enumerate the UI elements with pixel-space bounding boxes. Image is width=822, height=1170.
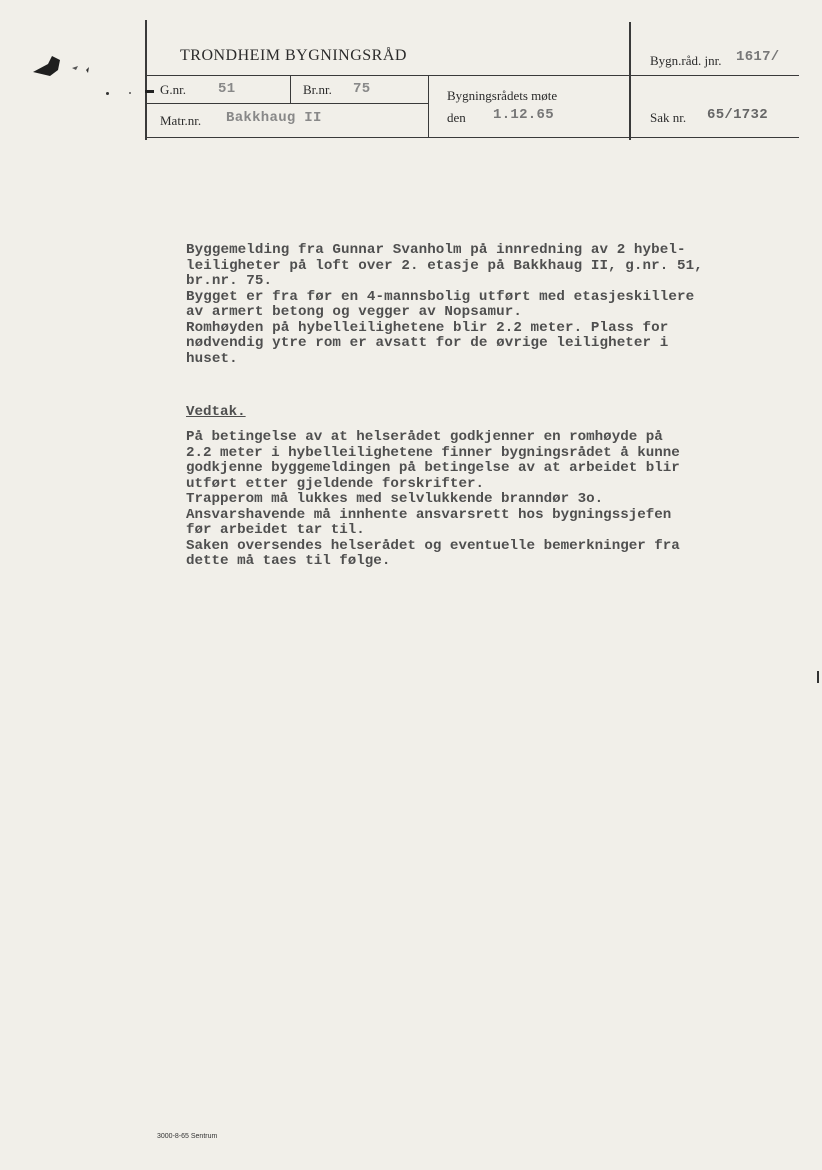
text-line: Byggemelding fra Gunnar Svanholm på innredning av 2 hybel-: [186, 242, 686, 258]
gnr-label: G.nr.: [160, 82, 186, 97]
matrnr-label: Matr.nr.: [160, 113, 202, 128]
matrnr-value: Bakkhaug II: [226, 110, 322, 126]
text-line: Romhøyden på hybelleilighetene blir 2.2 meter. Plass for: [186, 319, 669, 336]
gnr-brnr-divider: [290, 75, 291, 103]
text-line: huset.: [186, 350, 238, 367]
text-line: før arbeidet tar til.: [186, 522, 365, 538]
text-line: 2.2 meter i hybelleilighetene finner bygningsrådet å kunne: [186, 444, 680, 461]
case-description: [186, 243, 786, 367]
gnr-value: 51: [218, 81, 236, 97]
text-line: dette må taes til følge.: [186, 553, 391, 569]
text-line: Bygget er fra før en 4-mannsbolig utført med etasjeskillere: [186, 288, 695, 305]
left-vertical-rule: [145, 20, 147, 140]
meeting-left-divider: [428, 75, 429, 137]
text-line: På betingelse av at helserådet godkjenner en romhøyde på: [186, 429, 663, 445]
text-line: nødvendig ytre rom er avsatt for de øvrige leiligheter i: [186, 335, 669, 351]
meeting-label: Bygningsrådets møte: [447, 88, 558, 103]
ink-blot-mark: [28, 46, 98, 86]
brnr-label: Br.nr.: [303, 82, 332, 97]
date-value: 1.12.65: [493, 107, 554, 123]
scan-dot-1: [106, 92, 109, 95]
text-line: godkjenne byggemeldingen på betingelse av at arbeidet blir: [186, 460, 680, 476]
arrow-marker-icon: [144, 86, 156, 96]
text-line: Trapperom må lukkes med selvlukkende branndør 3o.: [186, 491, 604, 507]
date-label: den: [447, 110, 466, 125]
brnr-value: 75: [353, 81, 371, 97]
gnr-row-rule: [145, 103, 428, 104]
jnr-label: Bygn.råd. jnr.: [650, 53, 722, 68]
text-line: leiligheter på loft over 2. etasje på Bakkhaug II, g.nr. 51,: [186, 257, 703, 274]
header-bottom-rule: [145, 75, 799, 76]
form-bottom-rule: [145, 137, 799, 138]
text-line: Saken oversendes helserådet og eventuelle bemerkninger fra: [186, 537, 680, 554]
edge-tick: [817, 671, 819, 683]
header-title: TRONDHEIM BYGNINGSRÅD: [180, 47, 407, 64]
jnr-value: 1617/: [736, 49, 780, 65]
text-line: utført etter gjeldende forskrifter.: [186, 475, 484, 492]
text-line: br.nr. 75.: [186, 273, 273, 289]
sak-value: 65/1732: [707, 107, 768, 123]
text-line: Ansvarshavende må innhente ansvarsrett hos bygningssjefen: [186, 506, 672, 523]
right-vertical-rule: [629, 22, 631, 140]
text-line: av armert betong og vegger av Nopsamur.: [186, 304, 522, 320]
decision-heading: Vedtak.: [186, 404, 246, 420]
decision-text: [186, 430, 786, 570]
scan-dot-2: [129, 92, 131, 94]
print-note: 3000-8-65 Sentrum: [157, 1133, 218, 1140]
sak-label: Sak nr.: [650, 110, 687, 125]
